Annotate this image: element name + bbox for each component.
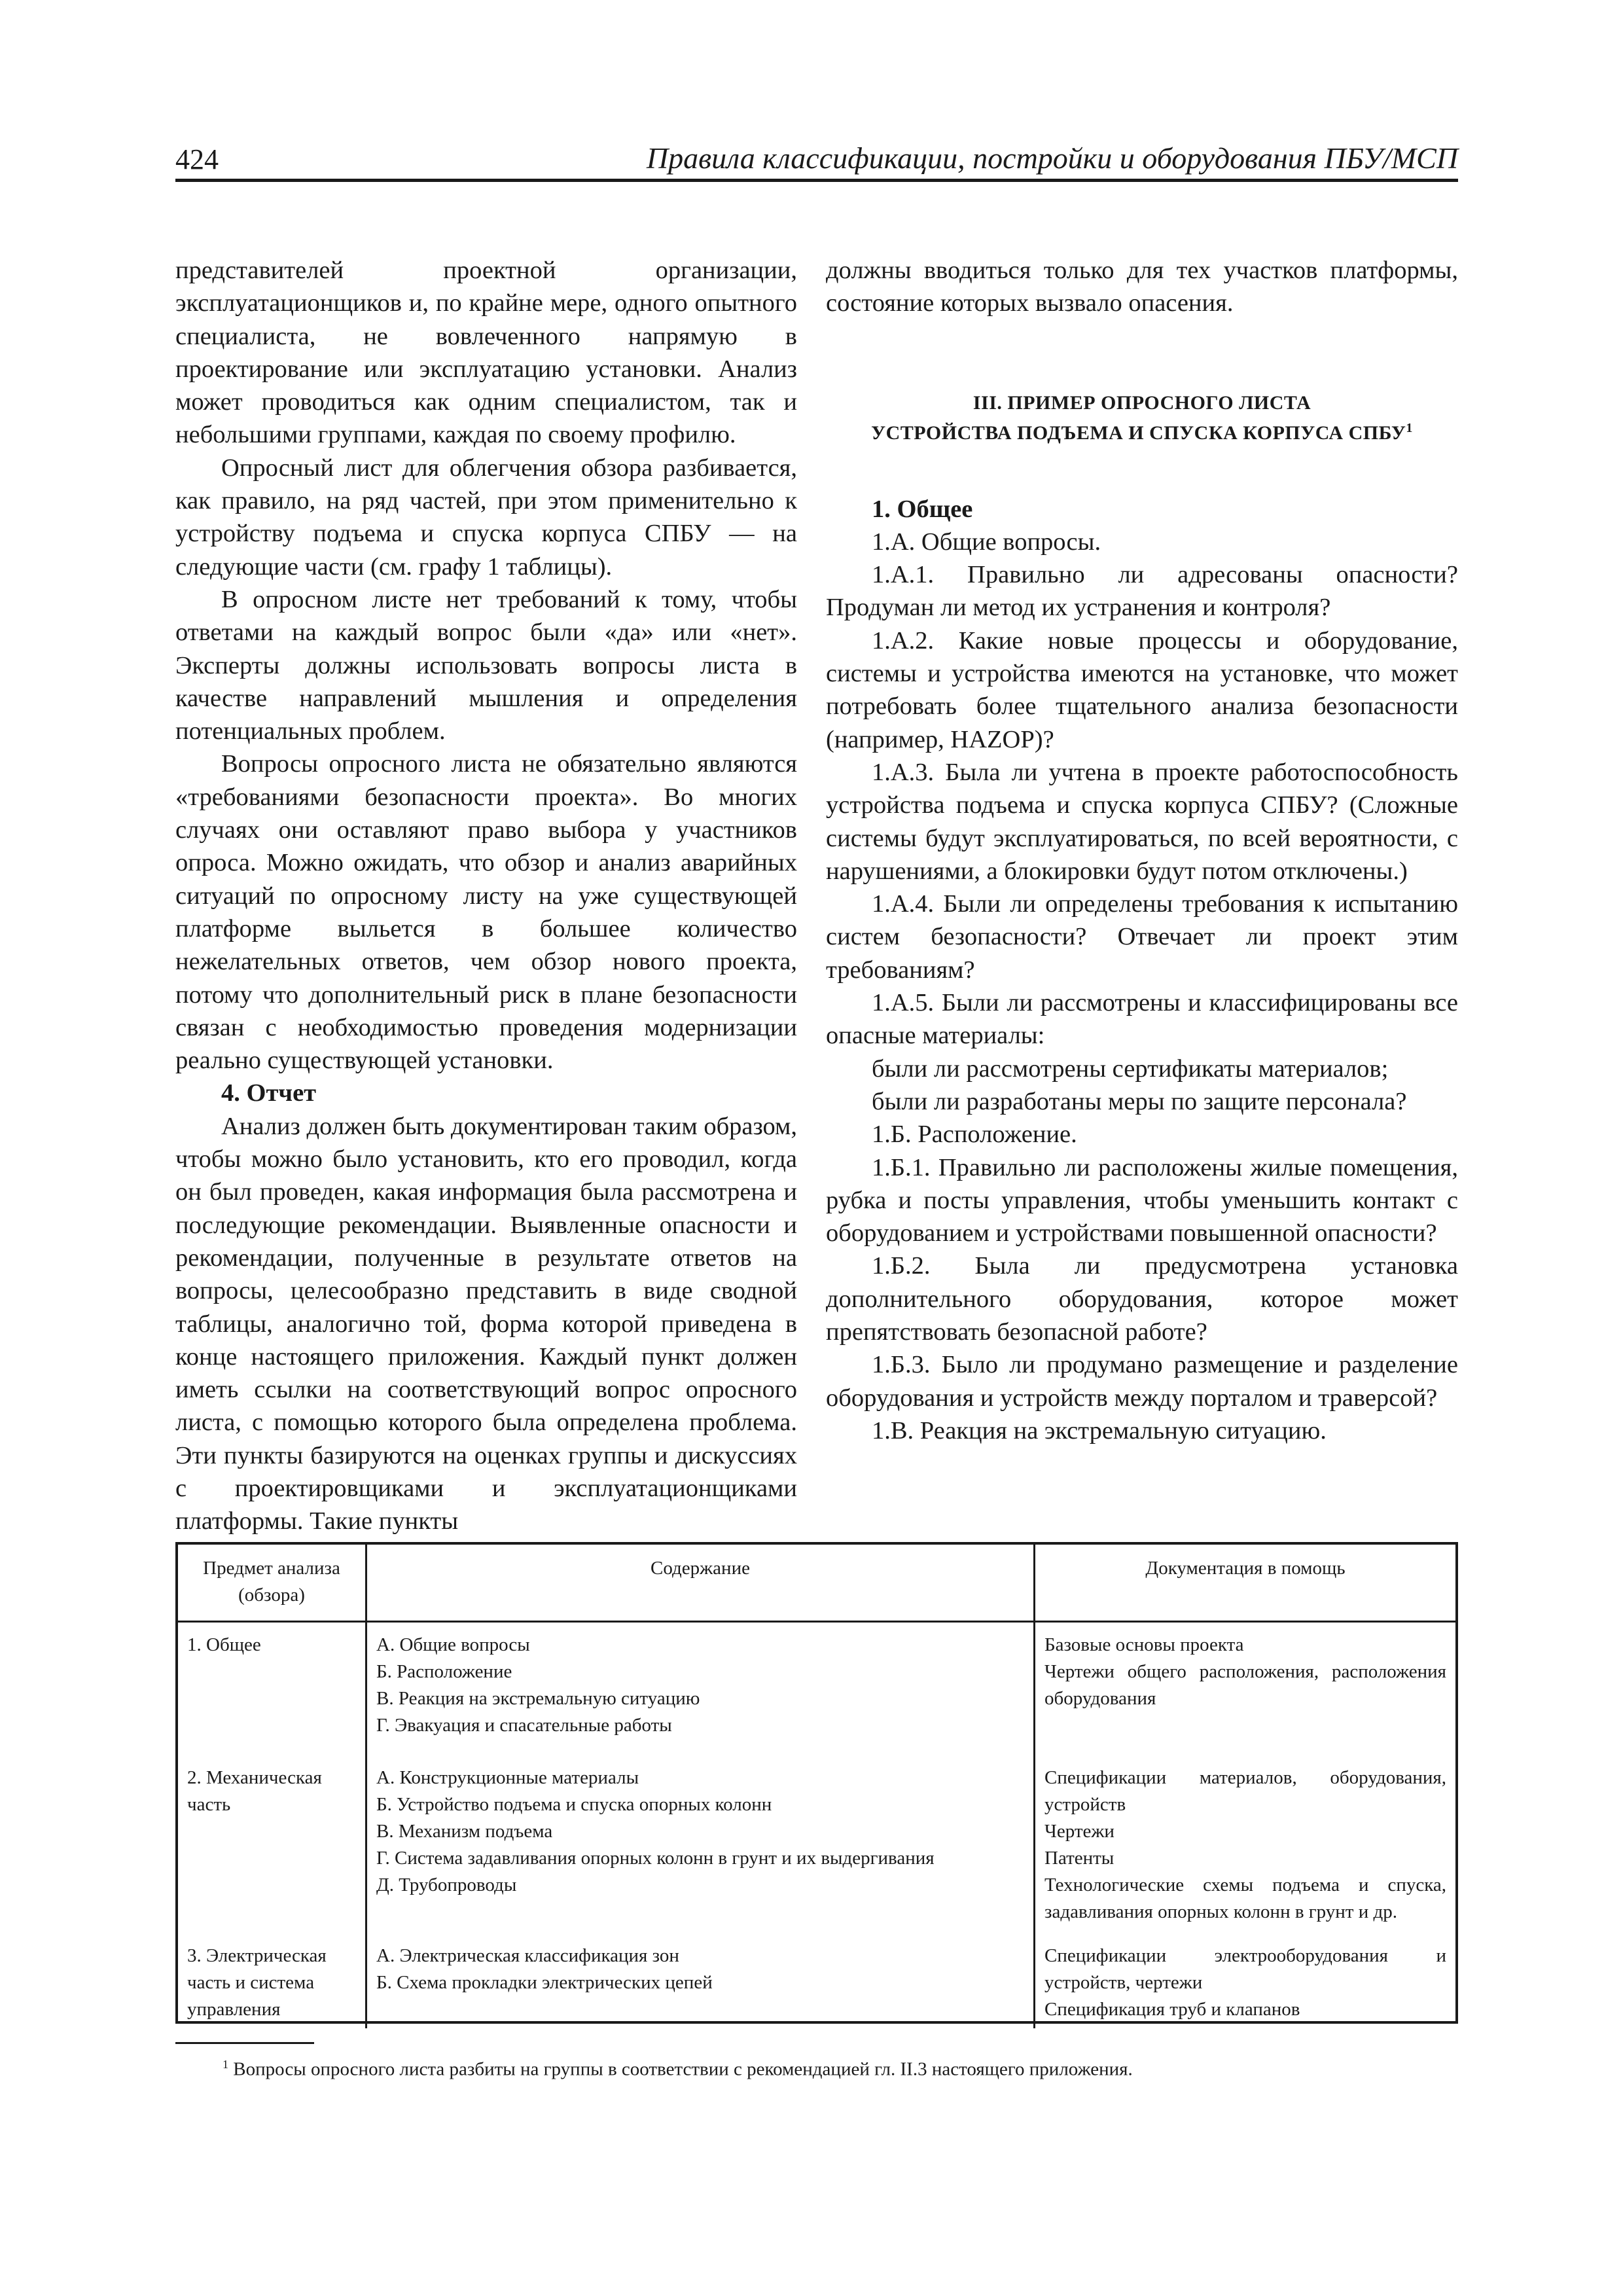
docs-item: Технологические схемы подъема и спуска, задавливания опорных колонн в грунт и др. xyxy=(1044,1874,1446,1922)
section-title-line: УСТРОЙСТВА ПОДЪЕМА И СПУСКА КОРПУСА СПБУ xyxy=(871,422,1406,444)
running-title: Правила классификации, постройки и оборудования ПБУ/МСП xyxy=(646,141,1458,175)
paragraph: Опросный лист для облегчения обзора разбивается, как правило, на ряд частей, при этом применительно к устройству подъема и спуска корпуса СПБУ — на следующие части (см. графу 1 таблицы). xyxy=(175,454,797,581)
content-item: Г. Система задавливания опорных колонн в грунт и их выдергивания xyxy=(376,1847,935,1869)
table-header-content: Содержание xyxy=(366,1545,1035,1622)
content-item: А. Общие вопросы xyxy=(376,1634,530,1655)
table-cell-content xyxy=(366,1755,1035,1933)
question: 1.В. Реакция на экстремальную ситуацию. xyxy=(872,1416,1327,1444)
table-cell-docs xyxy=(1035,1933,1456,2028)
table-row xyxy=(178,1933,1455,2028)
docs-item: Базовые основы проекта xyxy=(1044,1634,1244,1655)
right-column xyxy=(826,254,1458,1447)
question: 1.Б.2. Была ли предусмотрена установка дополнительного оборудования, которое может препятствовать безопасной работе? xyxy=(826,1252,1458,1346)
content-item: Б. Схема прокладки электрических цепей xyxy=(376,1971,713,1993)
footnote-rule xyxy=(175,2042,314,2044)
table-row xyxy=(178,1755,1455,1933)
table-cell-docs xyxy=(1035,1622,1456,1755)
docs-item: Спецификации материалов, оборудования, устройств xyxy=(1044,1767,1446,1815)
section-title xyxy=(826,391,1458,446)
table-row xyxy=(178,1622,1455,1755)
content-item: Б. Расположение xyxy=(376,1661,512,1682)
question: 1.А. Общие вопросы. xyxy=(872,528,1101,556)
footnote-text: Вопросы опросного листа разбиты на группы в соответствии с рекомендацией гл. II.3 настоящего приложения. xyxy=(233,2058,1133,2080)
footnote-mark: 1 xyxy=(223,2058,228,2071)
section-title-line: III. ПРИМЕР ОПРОСНОГО ЛИСТА xyxy=(972,391,1311,414)
content-item: А. Электрическая классификация зон xyxy=(376,1945,679,1966)
footnote-mark: 1 xyxy=(1406,420,1413,435)
docs-item: Спецификации электрооборудования и устройств, чертежи xyxy=(1044,1945,1446,1993)
table-cell-content xyxy=(366,1933,1035,2028)
analysis-table xyxy=(175,1542,1458,2024)
question: 1.А.1. Правильно ли адресованы опасности? Продуман ли метод их устранения и контроля? xyxy=(826,561,1458,622)
question: 1.А.2. Какие новые процессы и оборудование, системы и устройства имеются на установке, что может потребовать более тщательного анализа безопасности (например, HAZOP)? xyxy=(826,626,1458,753)
question: 1.А.3. Была ли учтена в проекте работоспособность устройства подъема и спуска корпуса СПБУ? (Сложные системы будут эксплуатироваться, по всей вероятности, с нарушениями, а блокировки будут потом отключены.) xyxy=(826,758,1458,885)
table-header-row xyxy=(178,1545,1455,1622)
question: 1.А.4. Были ли определены требования к испытанию систем безопасности? Отвечает ли проект этим требованиям? xyxy=(826,890,1458,984)
content-item: А. Конструкционные материалы xyxy=(376,1767,639,1788)
table-cell-docs xyxy=(1035,1755,1456,1933)
page-number: 424 xyxy=(175,143,219,175)
paragraph: должны вводиться только для тех участков платформы, состояние которых вызвало опасения. xyxy=(826,257,1458,317)
question: 1.Б.1. Правильно ли расположены жилые помещения, рубка и посты управления, чтобы уменьшить контакт с оборудованием и устройствами повышенной опасности? xyxy=(826,1153,1458,1247)
question: были ли рассмотрены сертификаты материалов; xyxy=(872,1054,1389,1083)
left-column xyxy=(175,254,797,1538)
content-item: Д. Трубопроводы xyxy=(376,1874,517,1895)
paragraph: Анализ должен быть документирован таким образом, чтобы можно было установить, кто его проводил, когда он был проведен, какая информация была рассмотрена и последующие рекомендации. Выявленные опасности и рекомендации, полученные в результате ответов на вопросы, целесообразно представить в виде сводной таблицы, аналогично той, форма которой приведена в конце настоящего приложения. Каждый пункт должен иметь ссылки на соответствующий вопрос опросного листа, с помощью которого была определена проблема. Эти пункты базируются на оценках группы и дискуссиях с проектировщиками и эксплуатационщиками платформы. Такие пункты xyxy=(175,1112,797,1535)
question: были ли разработаны меры по защите персонала? xyxy=(872,1087,1407,1115)
page-header xyxy=(175,139,1458,182)
table-cell-subject: 2. Механическая часть xyxy=(178,1755,366,1933)
table-cell-subject: 3. Электрическая часть и система управления xyxy=(178,1933,366,2028)
paragraph: представителей проектной организации, эксплуатационщиков и, по крайне мере, одного опытного специалиста, не вовлеченного напрямую в проектирование или эксплуатацию установки. Анализ может проводиться как одним специалистом, так и небольшими группами, каждая по своему профилю. xyxy=(175,257,797,449)
docs-item: Чертежи xyxy=(1044,1820,1115,1842)
content-item: Б. Устройство подъема и спуска опорных колонн xyxy=(376,1793,772,1815)
content-item: В. Реакция на экстремальную ситуацию xyxy=(376,1688,700,1709)
docs-item: Чертежи общего расположения, расположения оборудования xyxy=(1044,1661,1446,1709)
table-header-subject: Предмет анализа (обзора) xyxy=(178,1545,366,1622)
question: 1.Б.3. Было ли продумано размещение и разделение оборудования и устройств между порталом и траверсой? xyxy=(826,1351,1458,1412)
section-heading-general: 1. Общее xyxy=(872,495,973,523)
docs-item: Патенты xyxy=(1044,1847,1115,1869)
docs-item: Спецификация труб и клапанов xyxy=(1044,1998,1300,2020)
table-cell-subject: 1. Общее xyxy=(178,1622,366,1755)
paragraph: Вопросы опросного листа не обязательно являются «требованиями безопасности проекта». Во многих случаях они оставляют право выбора у участников опроса. Можно ожидать, что обзор и анализ аварийных ситуаций по опросному листу на уже существующей платформе выльется в большее количество нежелательных ответов, чем обзор нового проекта, потому что дополнительный риск в плане безопасности связан с необходимостью проведения модернизации реально существующей установки. xyxy=(175,750,797,1075)
content-item: В. Механизм подъема xyxy=(376,1820,553,1842)
footnote xyxy=(223,2051,1453,2083)
question: 1.Б. Расположение. xyxy=(872,1121,1077,1149)
section-heading-report: 4. Отчет xyxy=(221,1079,317,1107)
table-cell-content xyxy=(366,1622,1035,1755)
content-item: Г. Эвакуация и спасательные работы xyxy=(376,1715,672,1736)
table-header-docs: Документация в помощь xyxy=(1035,1545,1456,1622)
question: 1.А.5. Были ли рассмотрены и классифицированы все опасные материалы: xyxy=(826,989,1458,1050)
paragraph: В опросном листе нет требований к тому, чтобы ответами на каждый вопрос были «да» или «нет». Эксперты должны использовать вопросы листа в качестве направлений мышления и определения потенциальных проблем. xyxy=(175,585,797,745)
